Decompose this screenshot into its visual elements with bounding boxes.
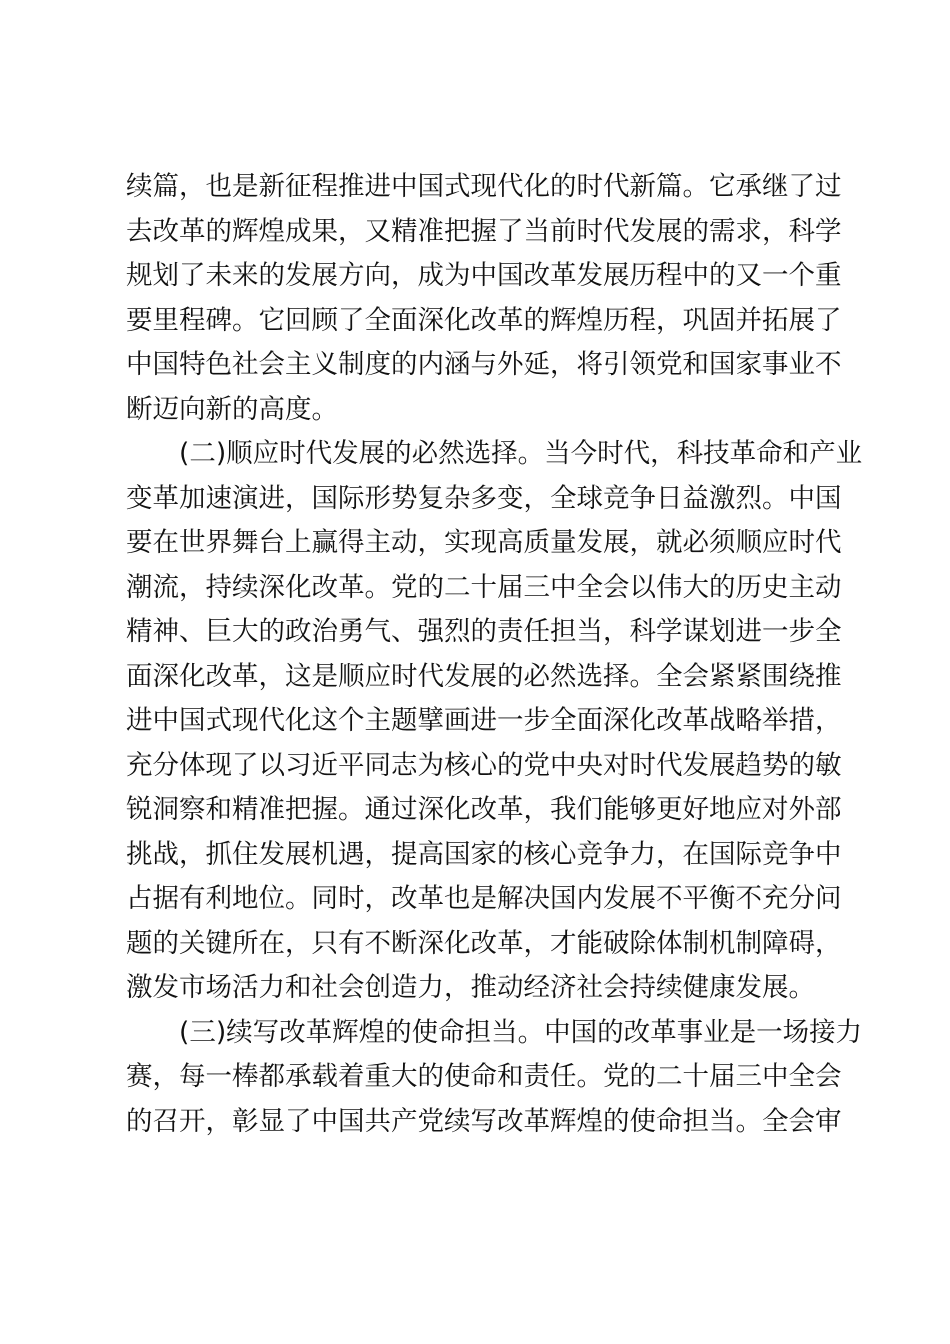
text-line: 题的关键所在，只有不断深化改革，才能破除体制机制障碍，: [126, 927, 842, 959]
text-line: 断迈向新的高度。: [126, 393, 338, 425]
text-line: 进中国式现代化这个主题擘画进一步全面深化改革战略举措，: [126, 705, 842, 736]
text-line: 的召开，彰显了中国共产党续写改革辉煌的使命担当。全会审: [126, 1105, 842, 1137]
text-line: 赛，每一棒都承载着重大的使命和责任。党的二十届三中全会: [126, 1061, 842, 1092]
text-line: 去改革的辉煌成果，又精准把握了当前时代发展的需求，科学: [126, 215, 842, 247]
text-line: 续篇，也是新征程推进中国式现代化的时代新篇。它承继了过: [126, 171, 842, 202]
section-heading-line: (三)续写改革辉煌的使命担当。中国的改革事业是一场接力: [179, 1016, 863, 1048]
text-line: 变革加速演进，国际形势复杂多变，全球竞争日益激烈。中国: [126, 482, 842, 514]
text-line: 占据有利地位。同时，改革也是解决国内发展不平衡不充分问: [126, 883, 842, 914]
body-text: [126, 165, 863, 1144]
text-line: 充分体现了以习近平同志为核心的党中央对时代发展趋势的敏: [126, 749, 842, 781]
text-line: 挑战，抓住发展机遇，提高国家的核心竞争力，在国际竞争中: [126, 838, 842, 870]
text-line: 精神、巨大的政治勇气、强烈的责任担当，科学谋划进一步全: [126, 616, 842, 647]
text-line: 中国特色社会主义制度的内涵与外延，将引领党和国家事业不: [126, 349, 842, 380]
text-line: 要里程碑。它回顾了全面深化改革的辉煌历程，巩固并拓展了: [126, 304, 842, 336]
text-line: 规划了未来的发展方向，成为中国改革发展历程中的又一个重: [126, 260, 842, 291]
section-heading-line: (二)顺应时代发展的必然选择。当今时代，科技革命和产业: [179, 438, 863, 469]
text-line: 面深化改革，这是顺应时代发展的必然选择。全会紧紧围绕推: [126, 660, 842, 692]
text-line: 潮流，持续深化改革。党的二十届三中全会以伟大的历史主动: [126, 571, 842, 603]
text-line: 锐洞察和精准把握。通过深化改革，我们能够更好地应对外部: [126, 794, 842, 825]
text-line: 激发市场活力和社会创造力，推动经济社会持续健康发展。: [126, 972, 815, 1003]
text-line: 要在世界舞台上赢得主动，实现高质量发展，就必须顺应时代: [126, 527, 842, 558]
